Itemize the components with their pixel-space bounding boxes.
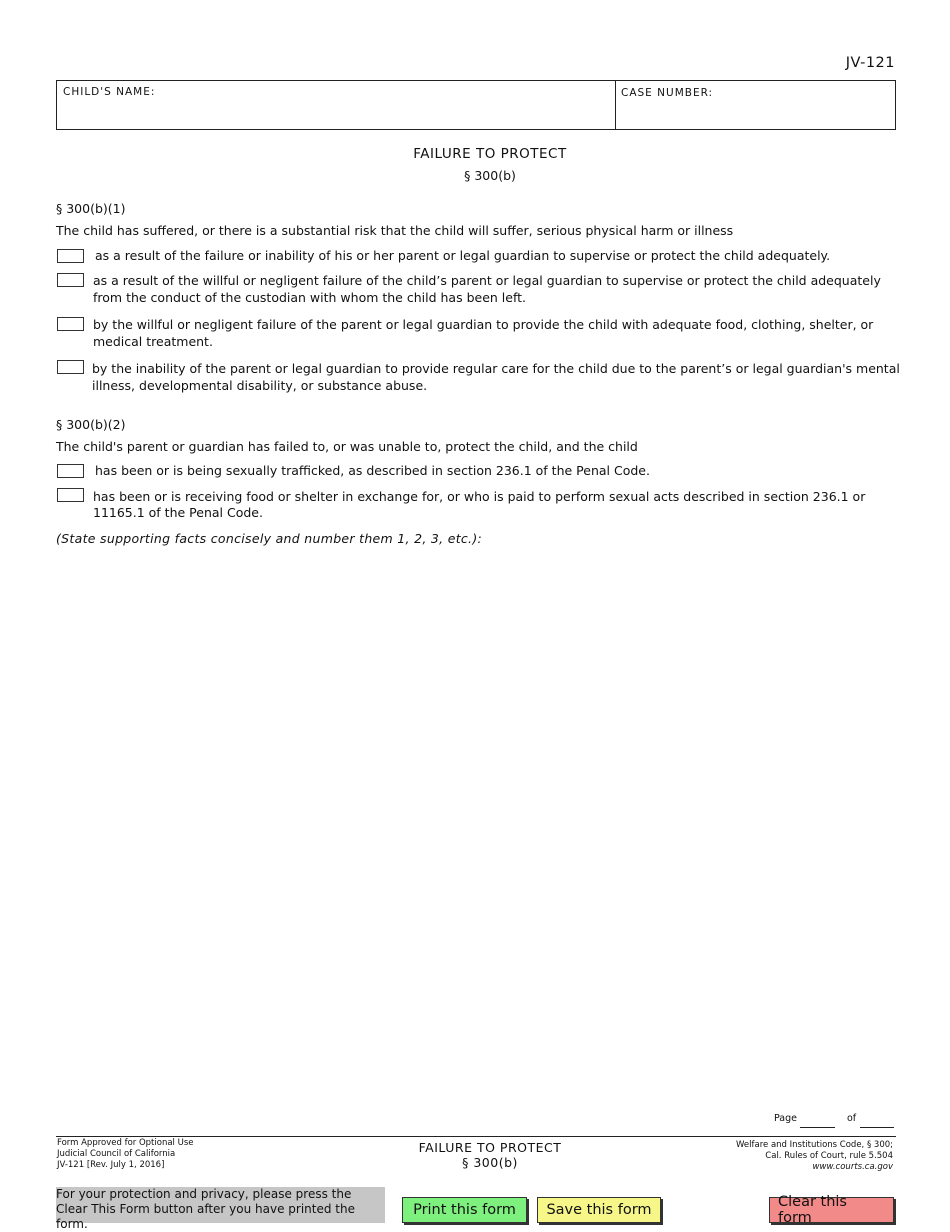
item-1d-line1: by the inability of the parent or legal guardian to provide regular care for the child due to the parent’s or legal guardian's mental <box>92 361 900 376</box>
footer-council: Judicial Council of California <box>57 1149 176 1159</box>
save-form-button[interactable]: Save this form <box>537 1197 661 1223</box>
footer-code-citation: Welfare and Institutions Code, § 300; <box>736 1140 893 1150</box>
item-1b-line1: as a result of the willful or negligent failure of the child’s parent or legal guardian to supervise or protect the child adequately <box>93 273 881 288</box>
page-label: Page <box>774 1113 797 1124</box>
checkbox-2b[interactable] <box>57 488 84 502</box>
section1-intro: The child has suffered, or there is a substantial risk that the child will suffer, serious physical harm or illness <box>56 223 734 238</box>
item-1c-line1: by the willful or negligent failure of the parent or legal guardian to provide the child with adequate food, clothing, shelter, or <box>93 317 874 332</box>
checkbox-1a[interactable] <box>57 249 84 263</box>
form-number: JV-121 <box>845 55 895 71</box>
footer-rule <box>56 1136 896 1137</box>
supporting-facts-field[interactable] <box>56 552 900 1106</box>
checkbox-2a[interactable] <box>57 464 84 478</box>
footer-website: www.courts.ca.gov <box>812 1162 893 1172</box>
child-name-label: CHILD'S NAME: <box>63 86 156 98</box>
section1-heading: § 300(b)(1) <box>56 201 126 216</box>
form-subtitle: § 300(b) <box>464 168 516 183</box>
page-number-field[interactable] <box>800 1115 835 1128</box>
privacy-notice: For your protection and privacy, please press the Clear This Form button after you have printed the form. <box>56 1187 385 1223</box>
footer-subtitle: § 300(b) <box>462 1155 518 1170</box>
item-1c-line2: medical treatment. <box>93 334 213 349</box>
form-title: FAILURE TO PROTECT <box>413 146 567 162</box>
section2-heading: § 300(b)(2) <box>56 417 126 432</box>
footer-revision: JV-121 [Rev. July 1, 2016] <box>57 1160 165 1170</box>
case-number-field[interactable] <box>621 99 895 127</box>
clear-form-button[interactable]: Clear this form <box>769 1197 894 1223</box>
supporting-facts-instructions: (State supporting facts concisely and number them 1, 2, 3, etc.): <box>56 531 483 546</box>
case-number-label: CASE NUMBER: <box>621 87 714 99</box>
footer-approval: Form Approved for Optional Use <box>57 1138 194 1148</box>
caption-divider <box>615 80 616 130</box>
item-2b-line2: 11165.1 of the Penal Code. <box>93 505 263 520</box>
item-1d-line2: illness, developmental disability, or substance abuse. <box>92 378 428 393</box>
footer-rule-citation: Cal. Rules of Court, rule 5.504 <box>765 1151 893 1161</box>
checkbox-1b[interactable] <box>57 273 84 287</box>
item-2b-line1: has been or is receiving food or shelter in exchange for, or who is paid to perform sexual acts described in section 236.1 or <box>93 489 866 504</box>
caption-box <box>56 80 896 130</box>
footer-right <box>736 1140 893 1173</box>
item-1a-text: as a result of the failure or inability of his or her parent or legal guardian to supervise or protect the child adequately. <box>95 248 831 263</box>
total-pages-field[interactable] <box>860 1115 894 1128</box>
print-form-button[interactable]: Print this form <box>402 1197 527 1223</box>
checkbox-1c[interactable] <box>57 317 84 331</box>
child-name-field[interactable] <box>63 99 612 127</box>
section2-intro: The child's parent or guardian has failed to, or was unable to, protect the child, and the child <box>56 439 638 454</box>
checkbox-1d[interactable] <box>57 360 84 374</box>
item-1b-line2: from the conduct of the custodian with whom the child has been left. <box>93 290 526 305</box>
footer-title: FAILURE TO PROTECT <box>418 1140 562 1155</box>
item-2a-text: has been or is being sexually trafficked, as described in section 236.1 of the Penal Code. <box>95 463 650 478</box>
of-label: of <box>847 1113 857 1124</box>
